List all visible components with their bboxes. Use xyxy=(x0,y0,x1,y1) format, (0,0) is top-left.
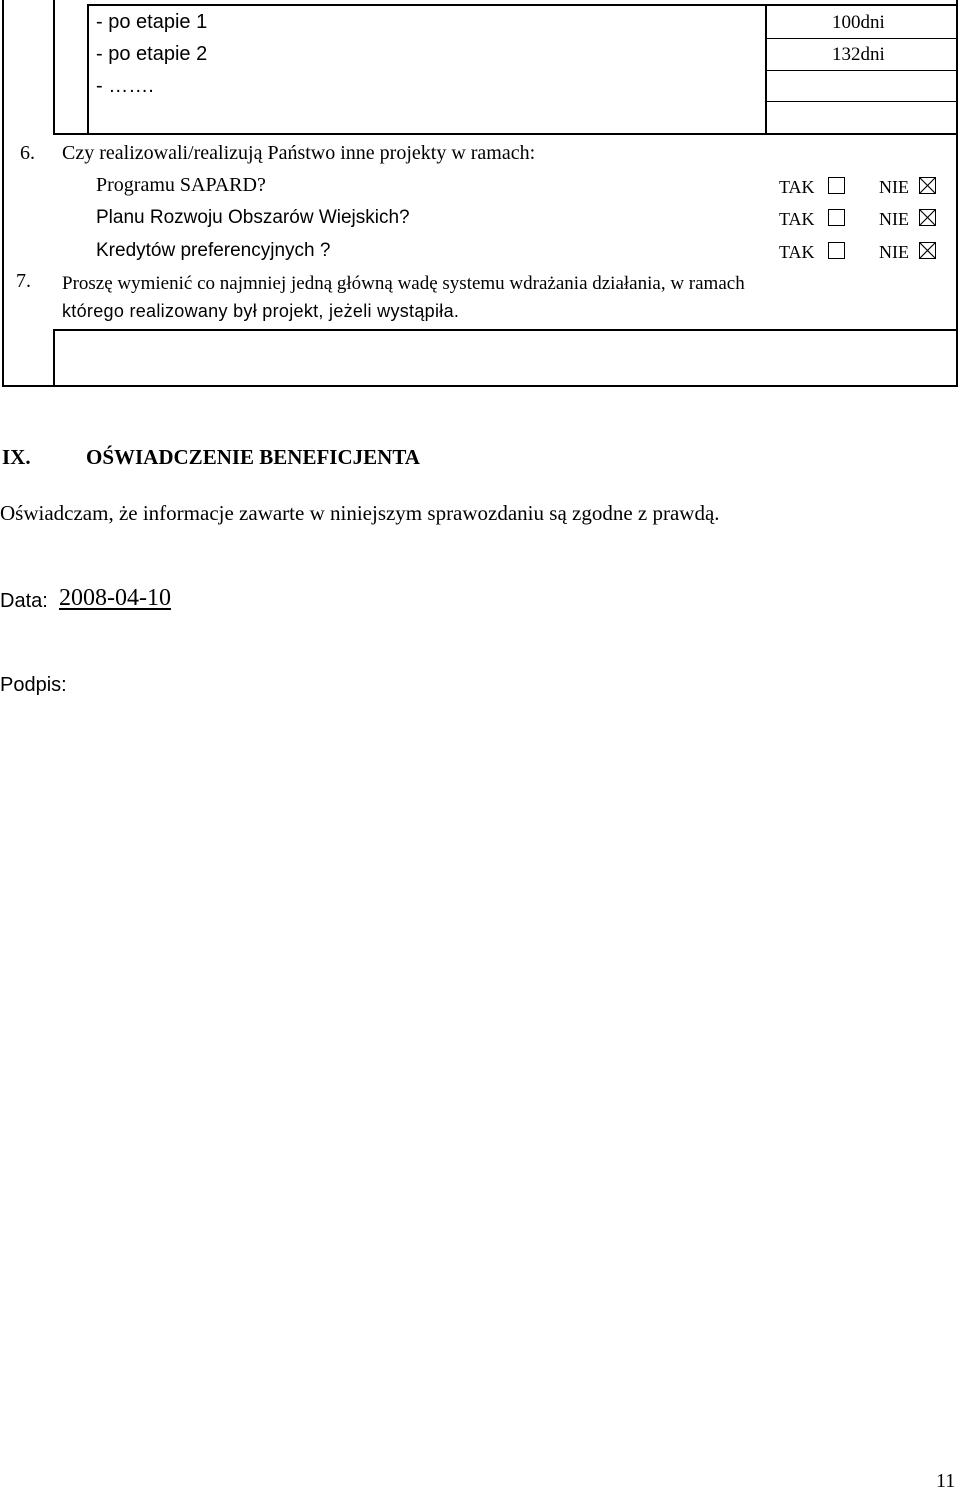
stage-box-top xyxy=(87,4,957,6)
date-label: Data: xyxy=(0,590,48,612)
stage-1-label: - po etapie 1 xyxy=(96,11,208,33)
section-number: IX. xyxy=(2,445,31,469)
q6-item-label: Kredytów preferencyjnych ? xyxy=(96,240,331,261)
q7-answer-top xyxy=(53,329,957,331)
q7-question-line-2: którego realizowany był projekt, jeżeli wystąpiła. xyxy=(62,301,460,321)
page-number: 11 xyxy=(936,1470,956,1492)
yes-label: TAK xyxy=(779,177,815,197)
signature-label: Podpis: xyxy=(0,674,67,696)
no-checkbox-checked[interactable] xyxy=(919,209,936,226)
no-checkbox-checked[interactable] xyxy=(919,242,936,259)
stage-2-days: 132dni xyxy=(832,44,885,65)
stage-row-line-3 xyxy=(765,101,957,102)
q7-answer-field[interactable] xyxy=(56,332,954,384)
section-title: OŚWIADCZENIE BENEFICJENTA xyxy=(86,445,420,469)
q6-number: 6. xyxy=(20,142,35,164)
yes-checkbox[interactable] xyxy=(828,177,845,194)
q6-question: Czy realizowali/realizują Państwo inne projekty w ramach: xyxy=(62,142,536,164)
number-column-divider xyxy=(53,0,55,134)
stage-3-label: - ……. xyxy=(96,75,154,97)
stage-1-days: 100dni xyxy=(832,12,885,33)
q6-item-label: Programu SAPARD? xyxy=(96,174,266,196)
yes-checkbox[interactable] xyxy=(828,209,845,226)
table-left-border xyxy=(2,0,4,386)
no-label: NIE xyxy=(879,242,909,262)
no-label: NIE xyxy=(879,177,909,197)
stage-row-line-2 xyxy=(765,70,957,71)
q7-question-line-1: Proszę wymienić co najmniej jedną główną wadę systemu wdrażania działania, w ramach xyxy=(62,273,745,294)
number-column-divider-lower xyxy=(53,330,55,386)
no-checkbox-checked[interactable] xyxy=(919,177,936,194)
table-bottom xyxy=(2,385,958,387)
stage-row-line-1 xyxy=(765,38,957,39)
no-label: NIE xyxy=(879,209,909,229)
declaration-statement: Oświadczam, że informacje zawarte w niniejszym sprawozdaniu są zgodne z prawdą. xyxy=(0,501,720,525)
stage-box-left xyxy=(87,4,89,134)
stage-box-bottom xyxy=(53,133,957,135)
q7-number: 7. xyxy=(16,270,31,292)
yes-checkbox[interactable] xyxy=(828,242,845,259)
date-value[interactable]: 2008-04-10 xyxy=(59,585,171,611)
yes-label: TAK xyxy=(779,209,815,229)
stage-days-divider xyxy=(765,4,767,134)
q6-item-label: Planu Rozwoju Obszarów Wiejskich? xyxy=(96,207,410,228)
stage-2-label: - po etapie 2 xyxy=(96,43,208,65)
yes-label: TAK xyxy=(779,242,815,262)
